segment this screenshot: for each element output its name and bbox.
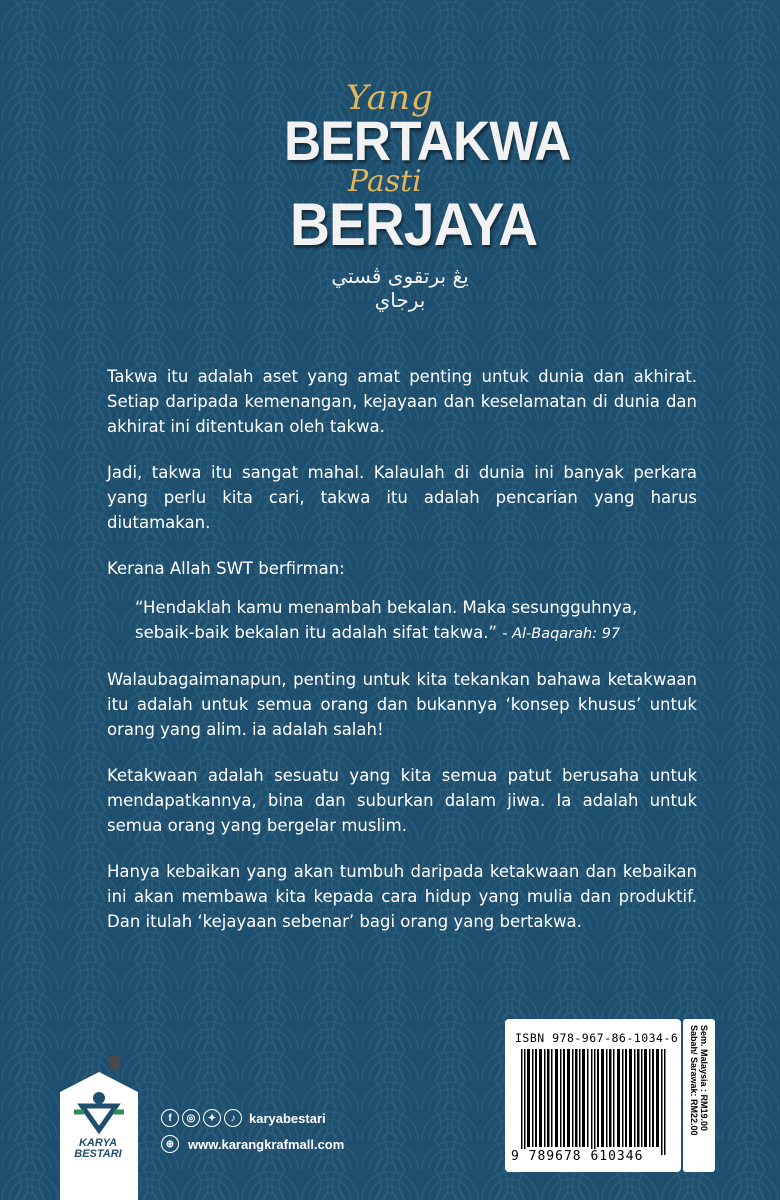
- blurb-paragraph-2: Jadi, takwa itu sangat mahal. Kalaulah di dunia ini banyak perkara yang perlu kita cari, takwa itu adalah pencarian yang harus diutamakan.: [107, 463, 697, 532]
- price-sabah-sarawak: Sabah/ Sarawak: RM22.00: [689, 1025, 699, 1136]
- globe-icon: ⊕: [161, 1135, 179, 1153]
- publisher-logo-tab: [60, 1056, 138, 1200]
- blurb-paragraph-4: Walaubagaimanapun, penting untuk kita tekankan bahawa ketakwaan itu adalah untuk semua orang dan bukannya ‘konsep khusus’ untuk orang yang alim. ia adalah salah!: [107, 670, 697, 739]
- quote-line-2: sebaik-baik bekalan itu adalah sifat takwa.”: [135, 623, 503, 642]
- title-jawi: يڠ برتقوى ڤستي برجاي: [331, 264, 469, 312]
- blurb-paragraph-1: Takwa itu adalah aset yang amat penting untuk dunia dan akhirat. Setiap daripada kemenangan, kejayaan dan keselamatan di dunia dan akhirat ini ditentukan oleh takwa.: [107, 367, 697, 436]
- tiktok-icon[interactable]: ♪: [224, 1109, 242, 1127]
- social-handle[interactable]: karyabestari: [249, 1110, 326, 1126]
- price-peninsular: Sem. Malaysia : RM19.00: [699, 1025, 709, 1132]
- quran-quote: [135, 595, 695, 647]
- blurb-paragraph-6: Hanya kebaikan yang akan tumbuh daripada ketakwaan dan kebaikan ini akan membawa kita kepada cara hidup yang mulia dan produktif. Dan itulah ‘kejayaan sebenar’ bagi orang yang bertakwa.: [107, 862, 697, 931]
- brand-line-2: BESTARI: [74, 1148, 122, 1160]
- barcode-number: 9 789678 610346: [511, 1149, 644, 1164]
- blurb-paragraph-5: Ketakwaan adalah sesuatu yang kita semua patut berusaha untuk mendapatkannya, bina dan suburkan dalam jiwa. Ia adalah untuk semua orang yang bergelar muslim.: [107, 766, 697, 835]
- blurb: [107, 364, 697, 934]
- book-title: [240, 78, 571, 312]
- facebook-icon[interactable]: f: [161, 1109, 179, 1127]
- website-link: [161, 1133, 344, 1155]
- publisher-brand: [68, 1138, 128, 1160]
- instagram-icon[interactable]: ◎: [182, 1109, 200, 1127]
- website-url[interactable]: www.karangkrafmall.com: [188, 1136, 345, 1152]
- title-berjaya: BERJAYA: [290, 191, 538, 258]
- quote-line-1: “Hendaklah kamu menambah bekalan. Maka sesungguhnya,: [135, 598, 638, 617]
- title-bertakwa: BERTAKWA: [284, 109, 571, 172]
- social-links: [161, 1107, 326, 1129]
- blurb-paragraph-3: Kerana Allah SWT berfirman:: [107, 559, 345, 578]
- twitter-icon[interactable]: ✦: [203, 1109, 221, 1127]
- isbn-label: ISBN 978-967-86-1034-6: [515, 1031, 679, 1045]
- title-pasti: Pasti: [348, 164, 422, 199]
- quote-citation: - Al-Baqarah: 97: [502, 626, 621, 642]
- title-yang: Yang: [346, 78, 434, 118]
- price-label: [683, 1019, 715, 1172]
- barcode-bars: [513, 1049, 677, 1155]
- isbn-barcode: [505, 1019, 681, 1172]
- brand-line-1: KARYA: [78, 1137, 118, 1149]
